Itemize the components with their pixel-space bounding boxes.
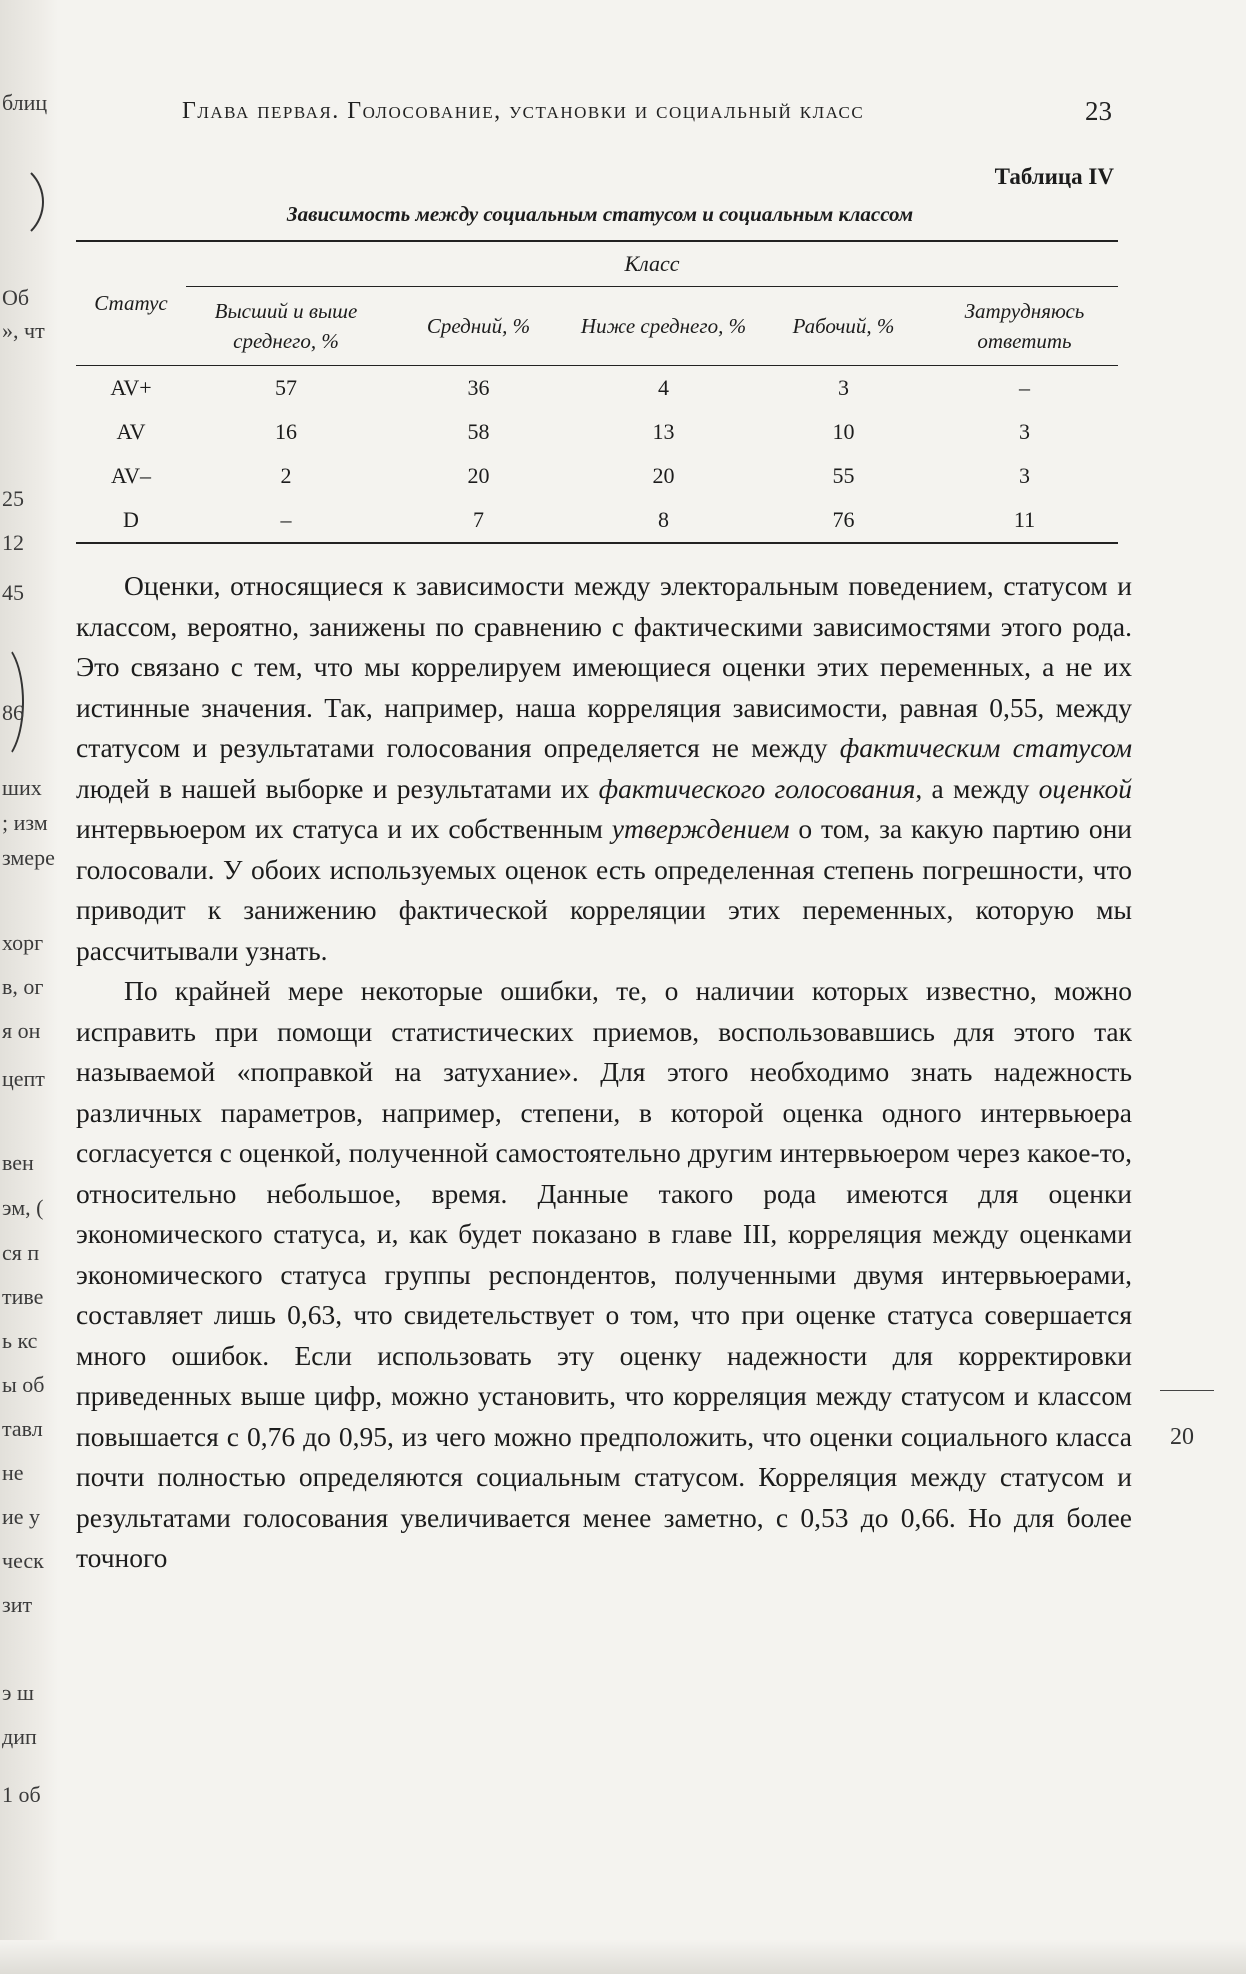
- left-fragment: в, ог: [2, 974, 44, 999]
- left-fragment: зит: [2, 1592, 33, 1617]
- left-fragment: 12: [2, 530, 24, 555]
- emphasis: фактического голосования: [598, 772, 916, 804]
- left-fragment: я он: [2, 1018, 41, 1043]
- left-fragment: ческ: [2, 1548, 44, 1573]
- left-fragment: дип: [2, 1724, 37, 1749]
- left-fragment: 45: [2, 580, 24, 605]
- running-header: [182, 92, 1112, 132]
- column-header: Ниже среднего, %: [571, 287, 756, 366]
- row-status: D: [76, 498, 186, 543]
- status-class-table: [76, 240, 1118, 544]
- table-cell: 20: [652, 463, 675, 488]
- column-header: Высший и выше среднего, %: [186, 287, 386, 366]
- table-cell: 36: [467, 375, 490, 400]
- table-cell: 16: [275, 419, 297, 444]
- left-fragment: вен: [2, 1150, 34, 1175]
- left-fragment: ы об: [2, 1372, 45, 1397]
- row-status: AV+: [110, 375, 152, 400]
- left-fragment: ; изм: [2, 810, 48, 835]
- column-header: Затрудняюсь ответить: [931, 287, 1118, 366]
- table-cell: 20: [467, 463, 490, 488]
- table-cell: –: [186, 498, 386, 543]
- table-cell: 11: [931, 498, 1118, 543]
- left-fragment: ших: [2, 775, 42, 800]
- left-fragment: не: [2, 1460, 24, 1485]
- table-cell: 2: [280, 463, 292, 488]
- table-row: [76, 410, 1118, 454]
- margin-rule: [1160, 1390, 1214, 1391]
- left-fragment: эм, (: [2, 1195, 44, 1220]
- emphasis: утверждением: [611, 813, 790, 844]
- table-caption: Зависимость между социальным статусом и социальным классом: [286, 202, 914, 226]
- row-status: AV–: [111, 463, 151, 488]
- left-fragment: хорг: [2, 930, 44, 955]
- table-cell: 58: [467, 419, 490, 444]
- page-number: 23: [1085, 96, 1112, 126]
- table-cell: 7: [386, 498, 571, 543]
- table-cell: 76: [756, 498, 931, 543]
- left-fragment: 1 об: [2, 1782, 41, 1807]
- left-fragment: ся п: [2, 1240, 40, 1265]
- table-row: [76, 454, 1118, 498]
- original-page-marker: 20: [1170, 1424, 1194, 1450]
- table-cell: 4: [658, 375, 669, 400]
- table-cell: 3: [838, 375, 849, 400]
- table-cell: 8: [571, 498, 756, 543]
- table-cell: 55: [832, 463, 855, 488]
- running-title: Глава первая. Голосование, установки и социальный класс: [182, 98, 865, 124]
- left-fragment: ь кс: [2, 1328, 38, 1353]
- table-cell: 3: [1019, 463, 1030, 488]
- column-header: Средний, %: [386, 287, 571, 366]
- left-fragment: цепт: [2, 1066, 45, 1091]
- left-fragment: », чт: [2, 318, 45, 343]
- paragraph: Оценки, относящиеся к зависимости между электоральным поведением, статусом и классом, вероятно, занижены по сравнению с фактическими зависимостями этого рода. Это связано с тем, что мы коррелируем имеющиеся оценки этих переменных, а не их истинные значения. Так, например, наша корреляция зависимости, равная 0,55, между статусом и результатами голосования определяется не между фактическим статусом людей в нашей выборке и результатами их фактического голосования, а между оценкой интервьюером их статуса и их собственным утверждением о том, за какую партию они голосовали. У обоих используемых оценок есть определенная степень погрешности, что приводит к занижению фактической корреляции этих переменных, которую мы рассчитывали узнать.: [76, 570, 1133, 966]
- left-fragment: тавл: [2, 1416, 43, 1441]
- table-cell: 13: [652, 419, 675, 444]
- left-fragment: 25: [2, 486, 24, 511]
- table-cell: –: [1019, 375, 1030, 400]
- body-text: [76, 566, 1132, 1579]
- left-fragment: Об: [2, 285, 30, 310]
- paragraph: По крайней мере некоторые ошибки, те, о наличии которых известно, можно исправить при помощи статистических приемов, воспользовавшись для этого так называемой «поправкой на затухание». Для этого необходимо знать надежность различных параметров, например, степени, в которой оценка одного интервьюера согласуется с оценкой, полученной самостоятельно другим интервьюером через какое-то, относительно небольшое, время. Данные такого рода имеются для оценки экономического статуса, и, как будет показано в главе III, корреляция между оценками экономического статуса группы респондентов, полученными двумя интервьюерами, составляет лишь 0,63, что свидетельствует о том, что при оценке статуса совершается много ошибок. Если использовать эту оценку надежности для корректировки приведенных выше цифр, можно установить, что корреляция между статусом и классом повышается с 0,76 до 0,95, из чего можно предположить, что оценки социального класса почти полностью определяются социальным статусом. Корреляция между статусом и результатами голосования увеличивается менее заметно, с 0,53 до 0,66. Но для более точного: [76, 975, 1132, 1573]
- emphasis: фактическим статусом: [839, 732, 1132, 763]
- left-fragment: тиве: [2, 1284, 44, 1309]
- left-fragment: ие у: [2, 1504, 41, 1529]
- column-header: Рабочий, %: [756, 287, 931, 366]
- table-cell: 3: [1019, 419, 1030, 444]
- emphasis: оценкой: [1038, 772, 1132, 804]
- table-cell: 57: [275, 375, 297, 400]
- table-cell: 10: [832, 419, 855, 444]
- left-fragment: змере: [2, 845, 55, 870]
- row-status: AV: [116, 419, 146, 444]
- table-row: [76, 498, 1118, 543]
- left-fragment: э ш: [2, 1680, 34, 1705]
- table-row: [76, 366, 1118, 411]
- table-label: Таблица IV: [994, 164, 1114, 189]
- class-group-header: Класс: [186, 242, 1118, 287]
- left-fragment: блиц: [2, 90, 48, 115]
- left-fragment: 86: [2, 700, 24, 725]
- page-bottom-shadow: [0, 1940, 1246, 1974]
- status-column-header: Статус: [76, 242, 186, 366]
